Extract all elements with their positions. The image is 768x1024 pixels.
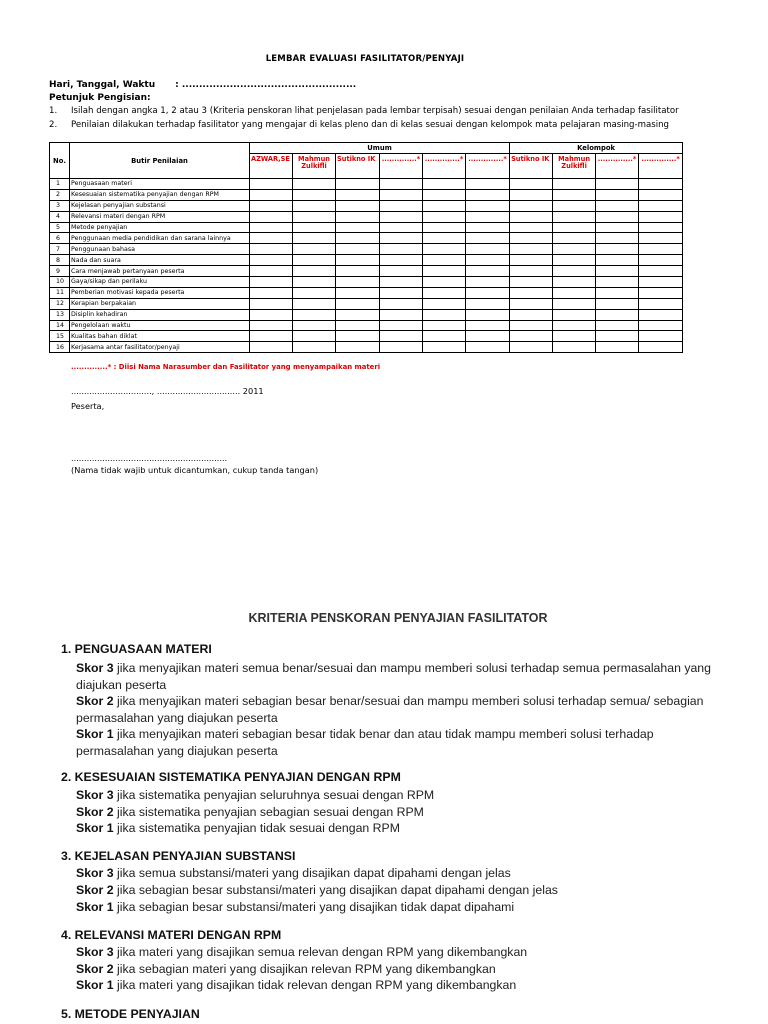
- score-cell[interactable]: [293, 287, 336, 298]
- skor-text: jika sebagian besar substansi/materi yang disajikan dapat dipahami dengan jelas: [113, 883, 558, 897]
- score-cell[interactable]: [250, 298, 293, 309]
- signature-line: ............................................................: [71, 453, 228, 463]
- score-cell[interactable]: [639, 266, 683, 277]
- table-row: [50, 277, 683, 288]
- score-cell[interactable]: [250, 266, 293, 277]
- score-cell[interactable]: [553, 320, 596, 331]
- score-cell[interactable]: [380, 233, 423, 244]
- instruction-1: [49, 106, 679, 116]
- score-cell[interactable]: [336, 189, 380, 200]
- score-cell[interactable]: [553, 179, 596, 190]
- score-cell[interactable]: [423, 298, 466, 309]
- header-kelompok: Kelompok: [510, 143, 683, 154]
- row-number: 10: [50, 277, 70, 288]
- kriteria-item: [76, 977, 716, 994]
- header-butir-penilaian: Butir Penilaian: [70, 143, 250, 179]
- score-cell[interactable]: [466, 200, 510, 211]
- kelompok-name-2: Mahmun Zulkifli: [553, 154, 596, 179]
- score-cell[interactable]: [293, 277, 336, 288]
- score-cell[interactable]: [510, 320, 553, 331]
- score-cell[interactable]: [639, 298, 683, 309]
- score-cell[interactable]: [336, 266, 380, 277]
- score-cell[interactable]: [380, 287, 423, 298]
- score-cell[interactable]: [293, 233, 336, 244]
- score-cell[interactable]: [293, 320, 336, 331]
- score-cell[interactable]: [596, 222, 639, 233]
- score-cell[interactable]: [510, 287, 553, 298]
- skor-label: Skor 1: [76, 821, 114, 835]
- score-cell[interactable]: [423, 266, 466, 277]
- score-cell[interactable]: [553, 222, 596, 233]
- score-cell[interactable]: [553, 266, 596, 277]
- row-butir-penilaian: Relevansi materi dengan RPM: [70, 211, 250, 222]
- score-cell[interactable]: [293, 244, 336, 255]
- score-cell[interactable]: [596, 233, 639, 244]
- score-cell[interactable]: [380, 298, 423, 309]
- table-row: [50, 189, 683, 200]
- score-cell[interactable]: [466, 298, 510, 309]
- score-cell[interactable]: [466, 331, 510, 342]
- score-cell[interactable]: [596, 211, 639, 222]
- score-cell[interactable]: [293, 179, 336, 190]
- row-number: 15: [50, 331, 70, 342]
- header-umum: Umum: [250, 143, 510, 154]
- skor-text: jika materi yang disajikan tidak relevan dengan RPM yang dikembangkan: [113, 978, 517, 992]
- score-cell[interactable]: [250, 320, 293, 331]
- score-cell[interactable]: [250, 331, 293, 342]
- score-cell[interactable]: [336, 211, 380, 222]
- skor-text: jika menyajikan materi sebagian besar benar/sesuai dan mampu memberi solusi terhadap semua/ sebagian permasalahan yang diajukan peserta: [76, 694, 704, 725]
- table-row: [50, 200, 683, 211]
- score-cell[interactable]: [510, 277, 553, 288]
- score-cell[interactable]: [466, 342, 510, 353]
- score-cell[interactable]: [466, 189, 510, 200]
- row-butir-penilaian: Penguasaan materi: [70, 179, 250, 190]
- score-cell[interactable]: [639, 309, 683, 320]
- hari-label: Hari, Tanggal, Waktu: [49, 80, 156, 90]
- kriteria-item: [76, 944, 716, 961]
- score-cell[interactable]: [596, 179, 639, 190]
- row-number: 4: [50, 211, 70, 222]
- row-butir-penilaian: Pemberian motivasi kepada peserta: [70, 287, 250, 298]
- peserta-label: Peserta,: [71, 401, 105, 411]
- score-cell[interactable]: [336, 244, 380, 255]
- score-cell[interactable]: [380, 309, 423, 320]
- row-butir-penilaian: Kesesuaian sistematika penyajian dengan RPM: [70, 189, 250, 200]
- score-cell[interactable]: [596, 200, 639, 211]
- table-row: [50, 244, 683, 255]
- skor-label: Skor 3: [76, 788, 114, 802]
- score-cell[interactable]: [423, 309, 466, 320]
- score-cell[interactable]: [423, 200, 466, 211]
- score-cell[interactable]: [510, 179, 553, 190]
- evaluation-table: [49, 142, 683, 353]
- score-cell[interactable]: [639, 277, 683, 288]
- score-cell[interactable]: [293, 200, 336, 211]
- score-cell[interactable]: [639, 244, 683, 255]
- score-cell[interactable]: [466, 244, 510, 255]
- score-cell[interactable]: [639, 287, 683, 298]
- score-cell[interactable]: [466, 287, 510, 298]
- score-cell[interactable]: [596, 298, 639, 309]
- header-no: No.: [50, 143, 70, 179]
- row-number: 13: [50, 309, 70, 320]
- score-cell[interactable]: [553, 309, 596, 320]
- score-cell[interactable]: [510, 244, 553, 255]
- score-cell[interactable]: [510, 309, 553, 320]
- umum-name-3: Sutikno IK: [336, 154, 380, 179]
- score-cell[interactable]: [380, 244, 423, 255]
- score-cell[interactable]: [423, 255, 466, 266]
- kriteria-heading-1: 1. PENGUASAAN MATERI: [61, 642, 212, 656]
- score-cell[interactable]: [510, 200, 553, 211]
- kelompok-name-3: ..............*: [596, 154, 639, 179]
- row-number: 11: [50, 287, 70, 298]
- skor-label: Skor 3: [76, 661, 114, 675]
- score-cell[interactable]: [553, 211, 596, 222]
- row-butir-penilaian: Gaya/sikap dan perilaku: [70, 277, 250, 288]
- score-cell[interactable]: [380, 342, 423, 353]
- row-butir-penilaian: Penggunaan bahasa: [70, 244, 250, 255]
- row-butir-penilaian: Disiplin kehadiran: [70, 309, 250, 320]
- score-cell[interactable]: [466, 309, 510, 320]
- score-cell[interactable]: [423, 331, 466, 342]
- table-row: [50, 342, 683, 353]
- score-cell[interactable]: [380, 211, 423, 222]
- kriteria-heading-4: 4. RELEVANSI MATERI DENGAN RPM: [61, 928, 282, 942]
- score-cell[interactable]: [553, 189, 596, 200]
- kriteria-item: [76, 787, 716, 804]
- skor-text: jika sebagian besar substansi/materi yang disajikan tidak dapat dipahami: [113, 900, 515, 914]
- skor-label: Skor 1: [76, 900, 114, 914]
- kriteria-item: [76, 660, 716, 693]
- score-cell[interactable]: [293, 266, 336, 277]
- instruction-number: 1.: [49, 106, 58, 116]
- instruction-number: 2.: [49, 120, 58, 130]
- score-cell[interactable]: [380, 179, 423, 190]
- score-cell[interactable]: [510, 211, 553, 222]
- row-number: 16: [50, 342, 70, 353]
- score-cell[interactable]: [293, 189, 336, 200]
- kriteria-heading-2: 2. KESESUAIAN SISTEMATIKA PENYAJIAN DENGAN RPM: [61, 770, 401, 784]
- score-cell[interactable]: [336, 233, 380, 244]
- score-cell[interactable]: [250, 309, 293, 320]
- score-cell[interactable]: [423, 211, 466, 222]
- umum-name-2: Mahmun Zulkifli: [293, 154, 336, 179]
- evaluation-table-body: [50, 179, 683, 353]
- score-cell[interactable]: [510, 255, 553, 266]
- score-cell[interactable]: [466, 266, 510, 277]
- score-cell[interactable]: [250, 233, 293, 244]
- skor-text: jika menyajikan materi sebagian besar tidak benar dan atau tidak mampu memberi solusi terhadap permasalahan yang diajukan peserta: [76, 727, 654, 758]
- table-row: [50, 211, 683, 222]
- signature-note: (Nama tidak wajib untuk dicantumkan, cukup tanda tangan): [71, 465, 319, 475]
- score-cell[interactable]: [596, 287, 639, 298]
- skor-label: Skor 1: [76, 727, 114, 741]
- score-cell[interactable]: [423, 287, 466, 298]
- score-cell[interactable]: [423, 222, 466, 233]
- kriteria-item: [76, 882, 716, 899]
- score-cell[interactable]: [466, 277, 510, 288]
- score-cell[interactable]: [250, 211, 293, 222]
- row-number: 6: [50, 233, 70, 244]
- score-cell[interactable]: [293, 211, 336, 222]
- kriteria-heading-5: 5. METODE PENYAJIAN: [61, 1007, 200, 1021]
- score-cell[interactable]: [423, 233, 466, 244]
- score-cell[interactable]: [553, 277, 596, 288]
- score-cell[interactable]: [336, 255, 380, 266]
- score-cell[interactable]: [553, 331, 596, 342]
- kriteria-item: [76, 865, 716, 882]
- score-cell[interactable]: [510, 189, 553, 200]
- score-cell[interactable]: [380, 189, 423, 200]
- row-butir-penilaian: Metode penyajian: [70, 222, 250, 233]
- score-cell[interactable]: [293, 309, 336, 320]
- score-cell[interactable]: [250, 200, 293, 211]
- score-cell[interactable]: [423, 277, 466, 288]
- row-butir-penilaian: Penggunaan media pendidikan dan sarana lainnya: [70, 233, 250, 244]
- score-cell[interactable]: [639, 211, 683, 222]
- score-cell[interactable]: [250, 277, 293, 288]
- skor-text: jika menyajikan materi semua benar/sesuai dan mampu memberi solusi terhadap semua permasalahan yang diajukan peserta: [76, 661, 711, 692]
- skor-label: Skor 3: [76, 866, 114, 880]
- row-number: 5: [50, 222, 70, 233]
- score-cell[interactable]: [466, 211, 510, 222]
- umum-name-6: ..............*: [466, 154, 510, 179]
- kriteria-heading-3: 3. KEJELASAN PENYAJIAN SUBSTANSI: [61, 849, 296, 863]
- umum-name-1: AZWAR,SE: [250, 154, 293, 179]
- score-cell[interactable]: [250, 255, 293, 266]
- petunjuk-label: Petunjuk Pengisian:: [49, 93, 151, 103]
- score-cell[interactable]: [250, 287, 293, 298]
- table-row: [50, 255, 683, 266]
- score-cell[interactable]: [380, 277, 423, 288]
- table-note: ..............* : Diisi Nama Narasumber dan Fasilitator yang menyampaikan materi: [71, 363, 381, 371]
- skor-text: jika semua substansi/materi yang disajikan dapat dipahami dengan jelas: [113, 866, 511, 880]
- score-cell[interactable]: [336, 287, 380, 298]
- kriteria-item: [76, 726, 716, 759]
- score-cell[interactable]: [510, 233, 553, 244]
- score-cell[interactable]: [639, 331, 683, 342]
- table-row: [50, 309, 683, 320]
- row-number: 2: [50, 189, 70, 200]
- table-row: [50, 233, 683, 244]
- row-butir-penilaian: Kerjasama antar fasilitator/penyaji: [70, 342, 250, 353]
- score-cell[interactable]: [553, 255, 596, 266]
- score-cell[interactable]: [250, 189, 293, 200]
- score-cell[interactable]: [380, 222, 423, 233]
- row-butir-penilaian: Kerapian berpakaian: [70, 298, 250, 309]
- row-number: 12: [50, 298, 70, 309]
- row-number: 3: [50, 200, 70, 211]
- score-cell[interactable]: [250, 342, 293, 353]
- score-cell[interactable]: [639, 222, 683, 233]
- score-cell[interactable]: [553, 233, 596, 244]
- score-cell[interactable]: [510, 222, 553, 233]
- score-cell[interactable]: [553, 287, 596, 298]
- score-cell[interactable]: [380, 320, 423, 331]
- score-cell[interactable]: [423, 244, 466, 255]
- skor-label: Skor 3: [76, 945, 114, 959]
- score-cell[interactable]: [380, 200, 423, 211]
- row-number: 14: [50, 320, 70, 331]
- score-cell[interactable]: [293, 222, 336, 233]
- score-cell[interactable]: [553, 342, 596, 353]
- score-cell[interactable]: [466, 179, 510, 190]
- score-cell[interactable]: [466, 233, 510, 244]
- score-cell[interactable]: [639, 233, 683, 244]
- score-cell[interactable]: [596, 331, 639, 342]
- kriteria-item: [76, 961, 716, 978]
- umum-name-4: ..............*: [380, 154, 423, 179]
- score-cell[interactable]: [336, 342, 380, 353]
- skor-text: jika sistematika penyajian seluruhnya sesuai dengan RPM: [113, 788, 435, 802]
- score-cell[interactable]: [596, 309, 639, 320]
- kriteria-item: [76, 820, 716, 837]
- score-cell[interactable]: [553, 244, 596, 255]
- kriteria-title: KRITERIA PENSKORAN PENYAJIAN FASILITATOR: [248, 611, 548, 625]
- skor-text: jika sistematika penyajian tidak sesuai dengan RPM: [113, 821, 400, 835]
- score-cell[interactable]: [250, 222, 293, 233]
- kelompok-name-4: ..............*: [639, 154, 683, 179]
- score-cell[interactable]: [250, 179, 293, 190]
- table-row: [50, 331, 683, 342]
- score-cell[interactable]: [639, 179, 683, 190]
- skor-label: Skor 2: [76, 805, 114, 819]
- score-cell[interactable]: [466, 255, 510, 266]
- score-cell[interactable]: [423, 320, 466, 331]
- row-butir-penilaian: Pengelolaan waktu: [70, 320, 250, 331]
- score-cell[interactable]: [596, 189, 639, 200]
- score-cell[interactable]: [380, 331, 423, 342]
- score-cell[interactable]: [336, 309, 380, 320]
- row-butir-penilaian: Kualitas bahan diklat: [70, 331, 250, 342]
- score-cell[interactable]: [639, 189, 683, 200]
- instruction-2: [49, 120, 669, 130]
- row-number: 8: [50, 255, 70, 266]
- table-row: [50, 266, 683, 277]
- table-row: [50, 222, 683, 233]
- score-cell[interactable]: [510, 342, 553, 353]
- score-cell[interactable]: [336, 277, 380, 288]
- skor-text: jika materi yang disajikan semua relevan dengan RPM yang dikembangkan: [113, 945, 528, 959]
- score-cell[interactable]: [510, 266, 553, 277]
- instruction-text: Isilah dengan angka 1, 2 atau 3 (Kriteria penskoran lihat penjelasan pada lembar terpisah) sesuai dengan penilaian Anda terhadap fasilitator: [71, 106, 679, 116]
- score-cell[interactable]: [553, 298, 596, 309]
- hari-tanggal-waktu: [49, 80, 356, 90]
- skor-label: Skor 2: [76, 694, 114, 708]
- row-butir-penilaian: Kejelasan penyajian substansi: [70, 200, 250, 211]
- score-cell[interactable]: [423, 342, 466, 353]
- skor-label: Skor 1: [76, 978, 114, 992]
- score-cell[interactable]: [596, 277, 639, 288]
- score-cell[interactable]: [293, 255, 336, 266]
- document-title: LEMBAR EVALUASI FASILITATOR/PENYAJI: [265, 54, 465, 64]
- score-cell[interactable]: [336, 200, 380, 211]
- kriteria-item: [76, 804, 716, 821]
- score-cell[interactable]: [423, 189, 466, 200]
- table-row: [50, 287, 683, 298]
- kriteria-item: [76, 693, 716, 726]
- score-cell[interactable]: [466, 320, 510, 331]
- score-cell[interactable]: [380, 255, 423, 266]
- score-cell[interactable]: [596, 320, 639, 331]
- row-butir-penilaian: Nada dan suara: [70, 255, 250, 266]
- score-cell[interactable]: [596, 342, 639, 353]
- score-cell[interactable]: [336, 179, 380, 190]
- instruction-text: Penilaian dilakukan terhadap fasilitator yang mengajar di kelas pleno dan di kelas sesuai dengan kelompok mata pelajaran masing-masing: [71, 120, 670, 130]
- date-line: ..............................., ................................ 2011: [71, 386, 264, 396]
- score-cell[interactable]: [380, 266, 423, 277]
- score-cell[interactable]: [336, 222, 380, 233]
- skor-label: Skor 2: [76, 883, 114, 897]
- score-cell[interactable]: [466, 222, 510, 233]
- skor-label: Skor 2: [76, 962, 114, 976]
- kriteria-item: [76, 899, 716, 916]
- score-cell[interactable]: [336, 320, 380, 331]
- score-cell[interactable]: [596, 244, 639, 255]
- hari-value: : ...................................................: [175, 80, 357, 90]
- row-number: 7: [50, 244, 70, 255]
- score-cell[interactable]: [293, 342, 336, 353]
- score-cell[interactable]: [510, 331, 553, 342]
- score-cell[interactable]: [639, 342, 683, 353]
- score-cell[interactable]: [293, 331, 336, 342]
- score-cell[interactable]: [423, 179, 466, 190]
- row-number: 9: [50, 266, 70, 277]
- row-number: 1: [50, 179, 70, 190]
- table-row: [50, 179, 683, 190]
- score-cell[interactable]: [596, 266, 639, 277]
- score-cell[interactable]: [293, 298, 336, 309]
- score-cell[interactable]: [336, 298, 380, 309]
- table-row: [50, 320, 683, 331]
- table-row: [50, 298, 683, 309]
- score-cell[interactable]: [639, 255, 683, 266]
- row-butir-penilaian: Cara menjawab pertanyaan peserta: [70, 266, 250, 277]
- score-cell[interactable]: [336, 331, 380, 342]
- skor-text: jika sebagian materi yang disajikan relevan RPM yang dikembangkan: [113, 962, 496, 976]
- score-cell[interactable]: [553, 200, 596, 211]
- score-cell[interactable]: [639, 200, 683, 211]
- score-cell[interactable]: [510, 298, 553, 309]
- kelompok-name-1: Sutikno IK: [510, 154, 553, 179]
- skor-text: jika sistematika penyajian sebagian sesuai dengan RPM: [113, 805, 424, 819]
- score-cell[interactable]: [639, 320, 683, 331]
- score-cell[interactable]: [596, 255, 639, 266]
- umum-name-5: ..............*: [423, 154, 466, 179]
- score-cell[interactable]: [250, 244, 293, 255]
